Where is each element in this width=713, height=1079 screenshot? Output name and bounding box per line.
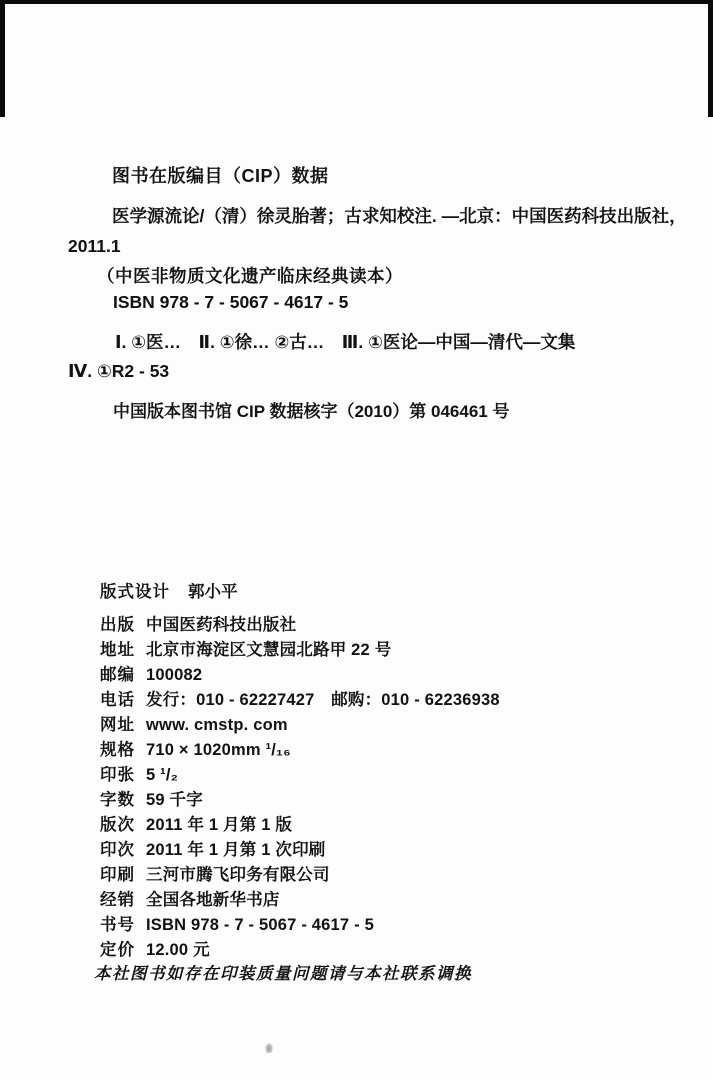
colophon-value: 710 × 1020mm ¹/₁₆ <box>146 741 291 759</box>
colophon-label: 版次 <box>100 816 135 834</box>
colophon-row <box>100 913 500 938</box>
cip-isbn: ISBN 978 - 7 - 5067 - 4617 - 5 <box>113 292 349 312</box>
colophon-label: 地址 <box>100 641 135 659</box>
colophon-value: 中国医药科技出版社 <box>146 616 297 634</box>
colophon-label: 电话 <box>100 691 135 709</box>
scan-speck <box>265 1043 273 1053</box>
cip-description-line1: 医学源流论/（清）徐灵胎著；古求知校注. —北京：中国医药科技出版社， <box>112 206 687 226</box>
colophon-row <box>100 688 500 713</box>
colophon-row <box>100 738 500 763</box>
designer-label: 版式设计 <box>100 583 170 601</box>
colophon-value: 12.00 元 <box>146 941 210 959</box>
colophon-value: www. cmstp. com <box>146 716 288 734</box>
cip-series-title: （中医非物质文化遗产临床经典读本） <box>97 266 403 286</box>
cip-classification-line2: Ⅳ. ①R2 - 53 <box>68 361 170 381</box>
colophon-row <box>100 788 500 813</box>
colophon-label: 印次 <box>100 841 135 859</box>
scan-right-edge <box>708 0 713 117</box>
quality-note: 本社图书如存在印装质量问题请与本社联系调换 <box>94 964 472 983</box>
colophon-value: 全国各地新华书店 <box>146 891 280 909</box>
cip-record-number: 中国版本图书馆 CIP 数据核字（2010）第 046461 号 <box>113 402 510 421</box>
colophon-row <box>100 638 500 663</box>
cip-description-line2: 2011.1 <box>68 236 121 256</box>
colophon-row <box>100 888 500 913</box>
colophon-value: 发行：010 - 62227427 邮购：010 - 62236938 <box>146 691 500 709</box>
colophon-label: 印张 <box>100 766 135 784</box>
colophon-row <box>100 613 500 638</box>
colophon-row <box>100 713 500 738</box>
colophon-row <box>100 838 500 863</box>
colophon-label: 出版 <box>100 616 135 634</box>
scan-top-edge <box>0 0 713 4</box>
colophon-label: 规格 <box>100 741 135 759</box>
colophon-list <box>100 613 500 963</box>
colophon-label: 定价 <box>100 941 135 959</box>
cip-classification-line1: Ⅰ. ①医… Ⅱ. ①徐… ②古… Ⅲ. ①医论—中国—清代—文集 <box>115 332 576 352</box>
colophon-label: 经销 <box>100 891 135 909</box>
colophon-value: 100082 <box>146 666 203 684</box>
colophon-label: 书号 <box>100 916 135 934</box>
colophon-row <box>100 813 500 838</box>
colophon-row <box>100 663 500 688</box>
colophon-value: 2011 年 1 月第 1 次印刷 <box>146 841 326 859</box>
designer-name: 郭小平 <box>188 583 238 601</box>
colophon-label: 字数 <box>100 791 135 809</box>
colophon-row <box>100 863 500 888</box>
colophon-value: 2011 年 1 月第 1 版 <box>146 816 293 834</box>
designer-row <box>100 578 238 602</box>
colophon-value: 5 ¹/₂ <box>146 766 179 784</box>
scan-left-edge <box>0 0 5 117</box>
colophon-value: 北京市海淀区文慧园北路甲 22 号 <box>146 641 392 659</box>
colophon-value: 三河市腾飞印务有限公司 <box>146 866 330 884</box>
colophon-value: ISBN 978 - 7 - 5067 - 4617 - 5 <box>146 916 374 934</box>
colophon-label: 印刷 <box>100 866 135 884</box>
cip-header: 图书在版编目（CIP）数据 <box>112 166 329 186</box>
colophon-label: 网址 <box>100 716 135 734</box>
colophon-value: 59 千字 <box>146 791 203 809</box>
colophon-label: 邮编 <box>100 666 135 684</box>
colophon-row <box>100 763 500 788</box>
